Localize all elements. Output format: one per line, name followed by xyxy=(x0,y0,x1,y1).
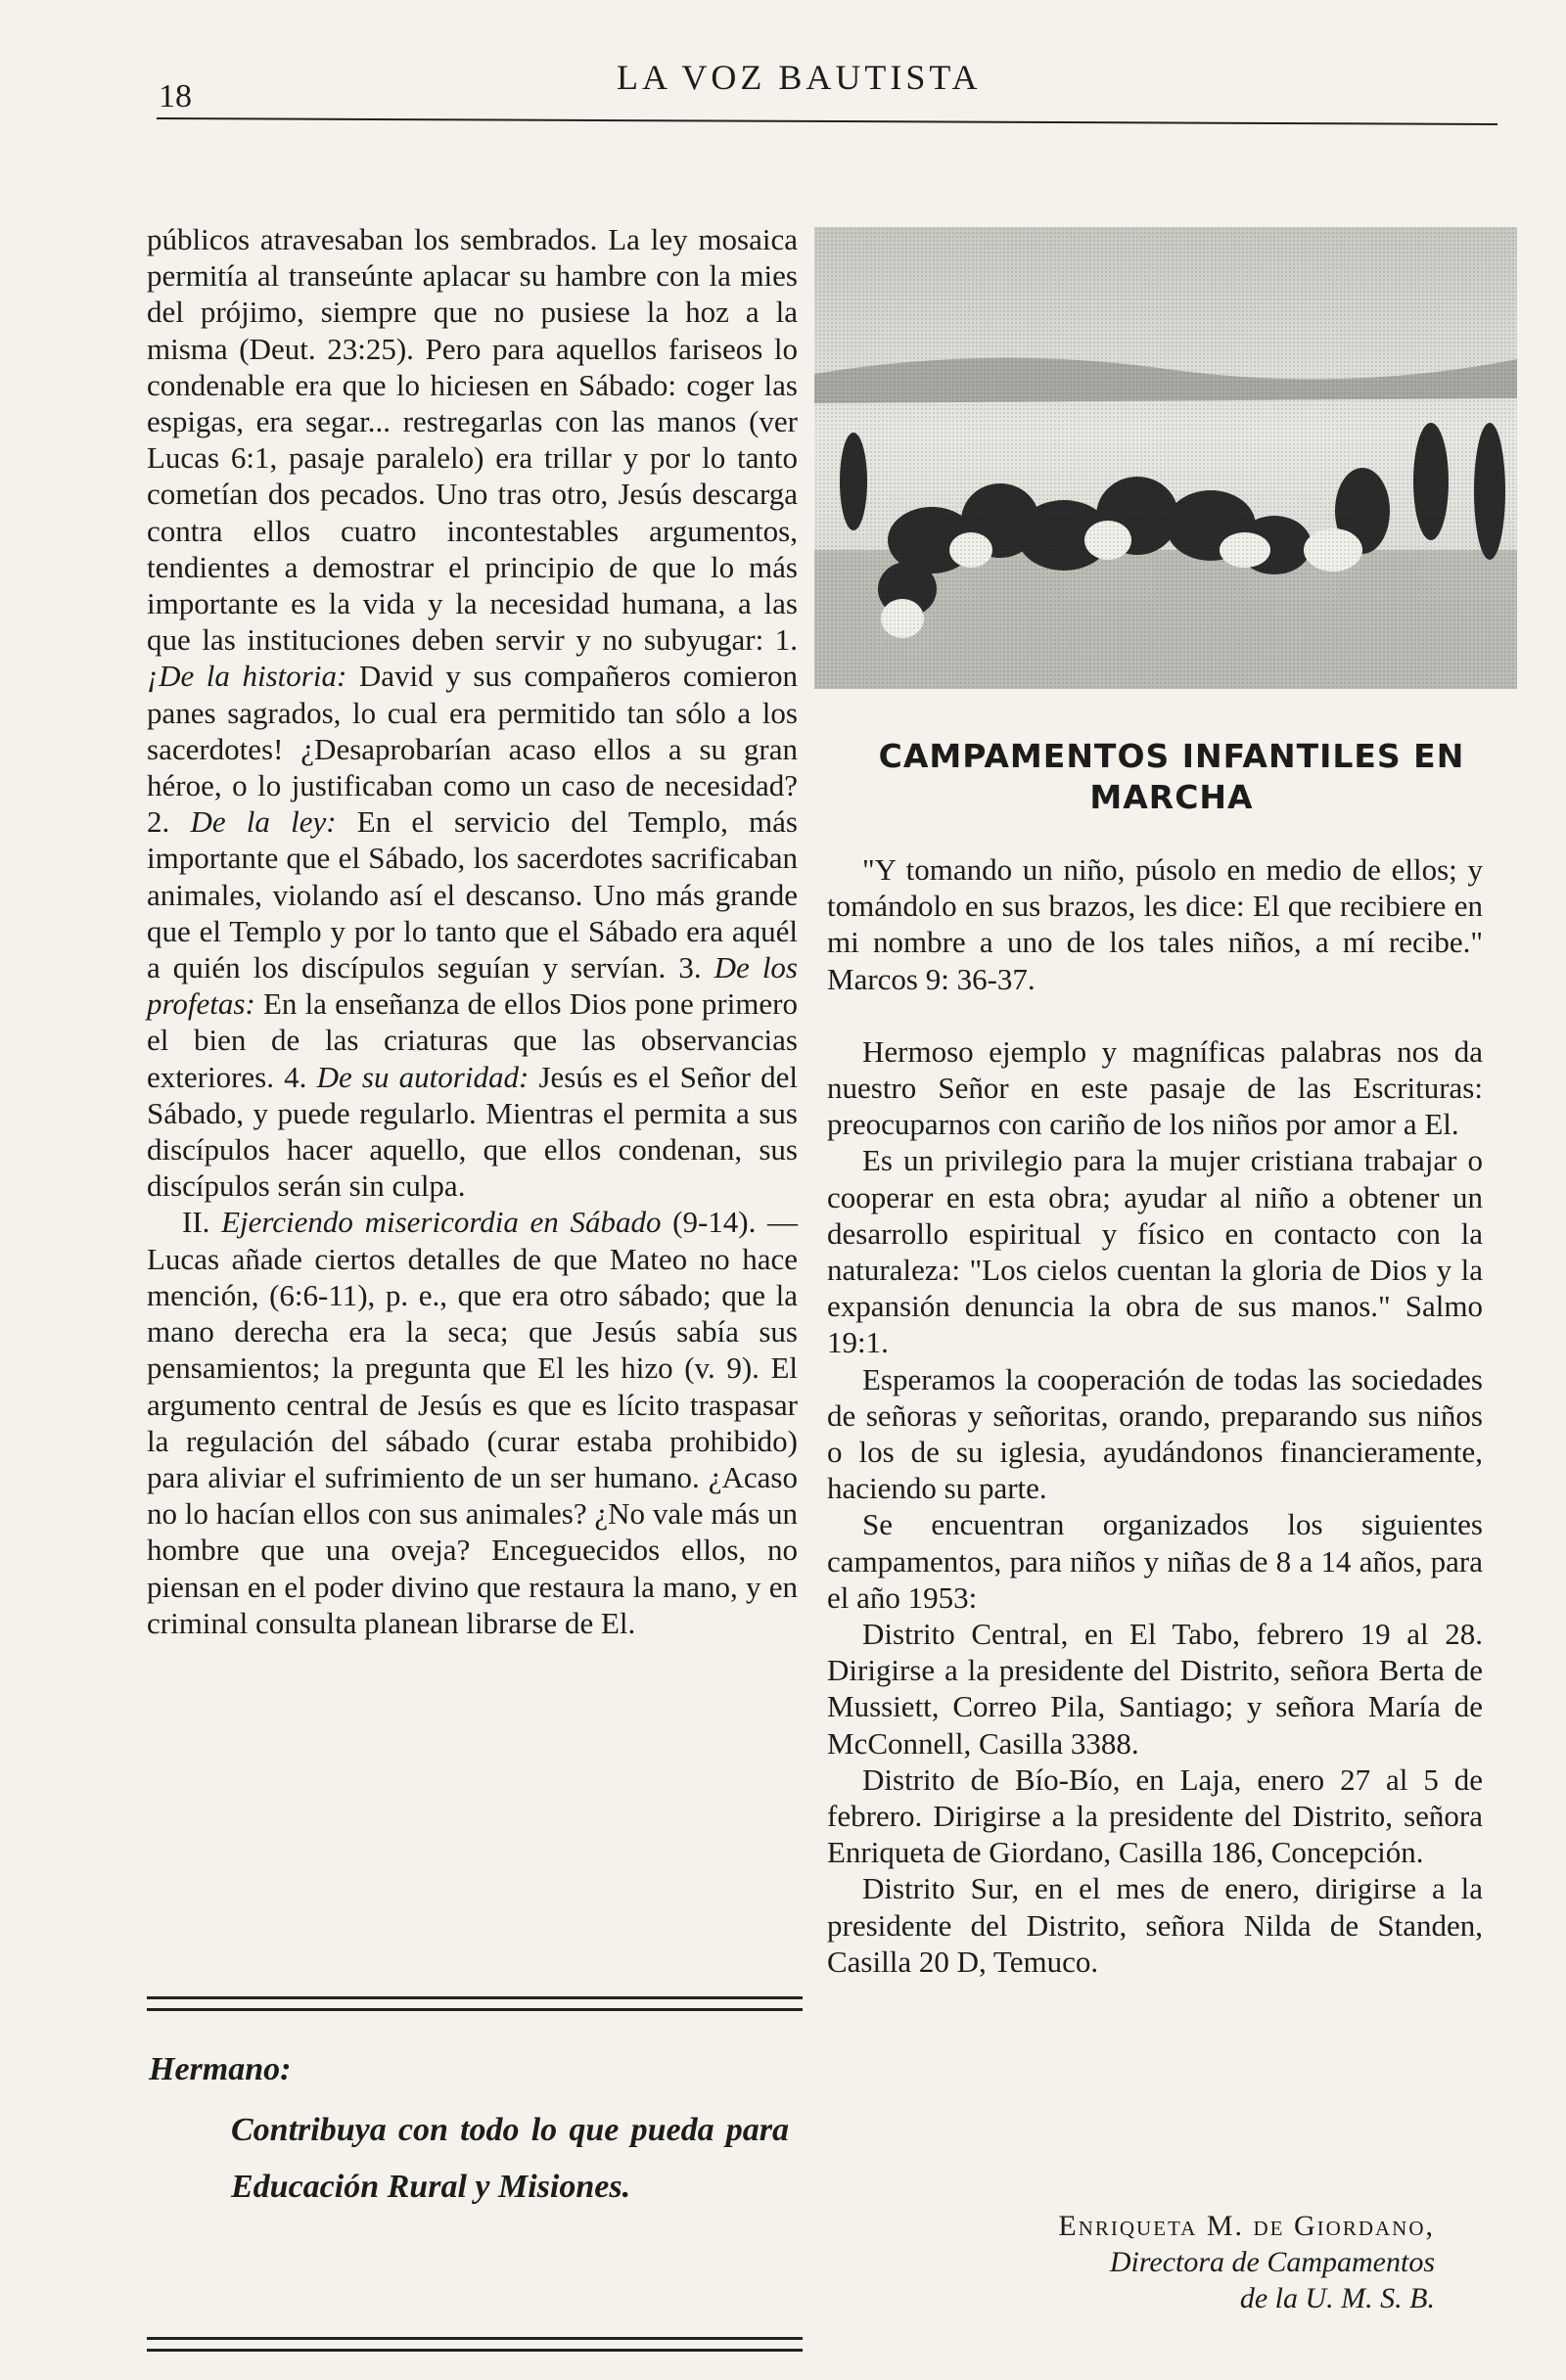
page-number: 18 xyxy=(159,78,192,114)
signature-name: Enriqueta M. de Giordano, xyxy=(1058,2210,1435,2242)
signature-block xyxy=(881,2208,1435,2316)
article-paragraph: Distrito Sur, en el mes de enero, dirigirse a la presidente del Distrito, señora Nilda de Standen, Casilla 20 D, Temuco. xyxy=(827,1871,1483,1979)
appeal-heading: Hermano: xyxy=(149,2051,292,2087)
article-paragraph: Se encuentran organizados los siguientes campamentos, para niños y niñas de 8 a 14 años, para el año 1953: xyxy=(827,1507,1483,1615)
article-paragraph: Hermoso ejemplo y magníficas palabras nos da nuestro Señor en este pasaje de las Escrituras: preocuparnos con cariño de los niños por amor a El. xyxy=(827,1033,1483,1142)
article-paragraph: Esperamos la cooperación de todas las sociedades de señoras y señoritas, orando, preparando sus niños o los de su iglesia, ayudándonos financieramente, haciendo su parte. xyxy=(827,1361,1483,1506)
appeal-top-rule xyxy=(147,1996,803,2011)
article-title: CAMPAMENTOS INFANTILES EN MARCHA xyxy=(878,737,1465,816)
publication-title: LA VOZ BAUTISTA xyxy=(617,58,982,97)
article-paragraph: Distrito Central, en El Tabo, febrero 19 al 28. Dirigirse a la presidente del Distrito, señora Berta de Mussiett, Correo Pila, Santiago; y señora María de McConnell, Casilla 3388. xyxy=(827,1617,1483,1761)
camp-photo xyxy=(814,227,1517,689)
article-paragraph: Distrito de Bío-Bío, en Laja, enero 27 al 5 de febrero. Dirigirse a la presidente del Distrito, señora Enriqueta de Giordano, Casilla 186, Concepción. xyxy=(827,1762,1483,1870)
signature-role-1: Directora de Campamentos xyxy=(1109,2246,1435,2278)
article-quote: "Y tomando un niño, púsolo en medio de ellos; y tomándolo en sus brazos, les dice: El que recibiere en mi nombre a uno de los tales niños, a mí recibe." Marcos 9: 36-37. xyxy=(827,852,1483,996)
left-paragraph-1: públicos atravesaban los sembrados. La ley mosaica permitía al transeúnte aplacar su hambre con la mies del prójimo, siempre que no pusiese la hoz a la misma (Deut. 23:25). Pero para aquellos fariseos lo condenable era que lo hiciesen en Sábado: coger las espigas, era segar... restregarlas con las manos (ver Lucas 6:1, pasaje paralelo) era trillar y por lo tanto cometían dos pecados. Uno tras otro, Jesús descarga contra ellos cuatro incontestables argumentos, tendientes a demostrar el principio de que lo más importante es la vida y la necesidad humana, a las que las instituciones deben servir y no subyugar: 1. ¡De la historia: David y sus compañeros comieron panes sagrados, lo cual era permitido tan sólo a los sacerdotes! ¿Desaprobarían acaso ellos a su gran héroe, o lo justificaban como un caso de necesidad? 2. De la ley: En el servicio del Templo, más importante que el Sábado, los sacerdotes sacrificaban animales, violando así el descanso. Uno más grande que el Templo y por lo tanto que el Sábado era aquél a quién los discípulos seguían y servían. 3. De los profetas: En la enseñanza de ellos Dios pone primero el bien de las criaturas que las observancias exteriores. 4. De su autoridad: Jesús es el Señor del Sábado, y puede regularlo. Mientras el permita a sus discípulos hacer aquello, que ellos condenan, sus discípulos serán sin culpa. xyxy=(147,222,799,1204)
signature-role-2: de la U. M. S. B. xyxy=(1239,2282,1435,2314)
left-column xyxy=(147,221,798,1641)
appeal-body: Contribuya con todo lo que pueda para Educación Rural y Misiones. xyxy=(231,2112,789,2205)
article-paragraph: Es un privilegio para la mujer cristiana trabajar o cooperar en esta obra; ayudar al niño a obtener un desarrollo espiritual y físico en contacto con la naturaleza: "Los cielos cuentan la gloria de Dios y la expansión denuncia la obra de sus manos." Salmo 19:1. xyxy=(827,1143,1483,1360)
right-column xyxy=(827,851,1483,1980)
appeal-bottom-rule xyxy=(147,2337,803,2352)
header-rule xyxy=(157,117,1497,125)
left-paragraph-2: II. Ejerciendo misericordia en Sábado (9-14). — Lucas añade ciertos detalles de que Mateo no hace mención, (6:6-11), p. e., que era otro sábado; que la mano derecha era la seca; que Jesús sabía sus pensamientos; la pregunta que El les hizo (v. 9). El argumento central de Jesús es que es lícito traspasar la regulación del sábado (curar estaba prohibido) para aliviar el sufrimiento de un ser humano. ¿Acaso no lo hacían ellos con sus animales? ¿No vale más un hombre que una oveja? Enceguecidos ellos, no piensan en el poder divino que restaura la mano, y en criminal consulta planean librarse de El. xyxy=(147,1205,799,1640)
